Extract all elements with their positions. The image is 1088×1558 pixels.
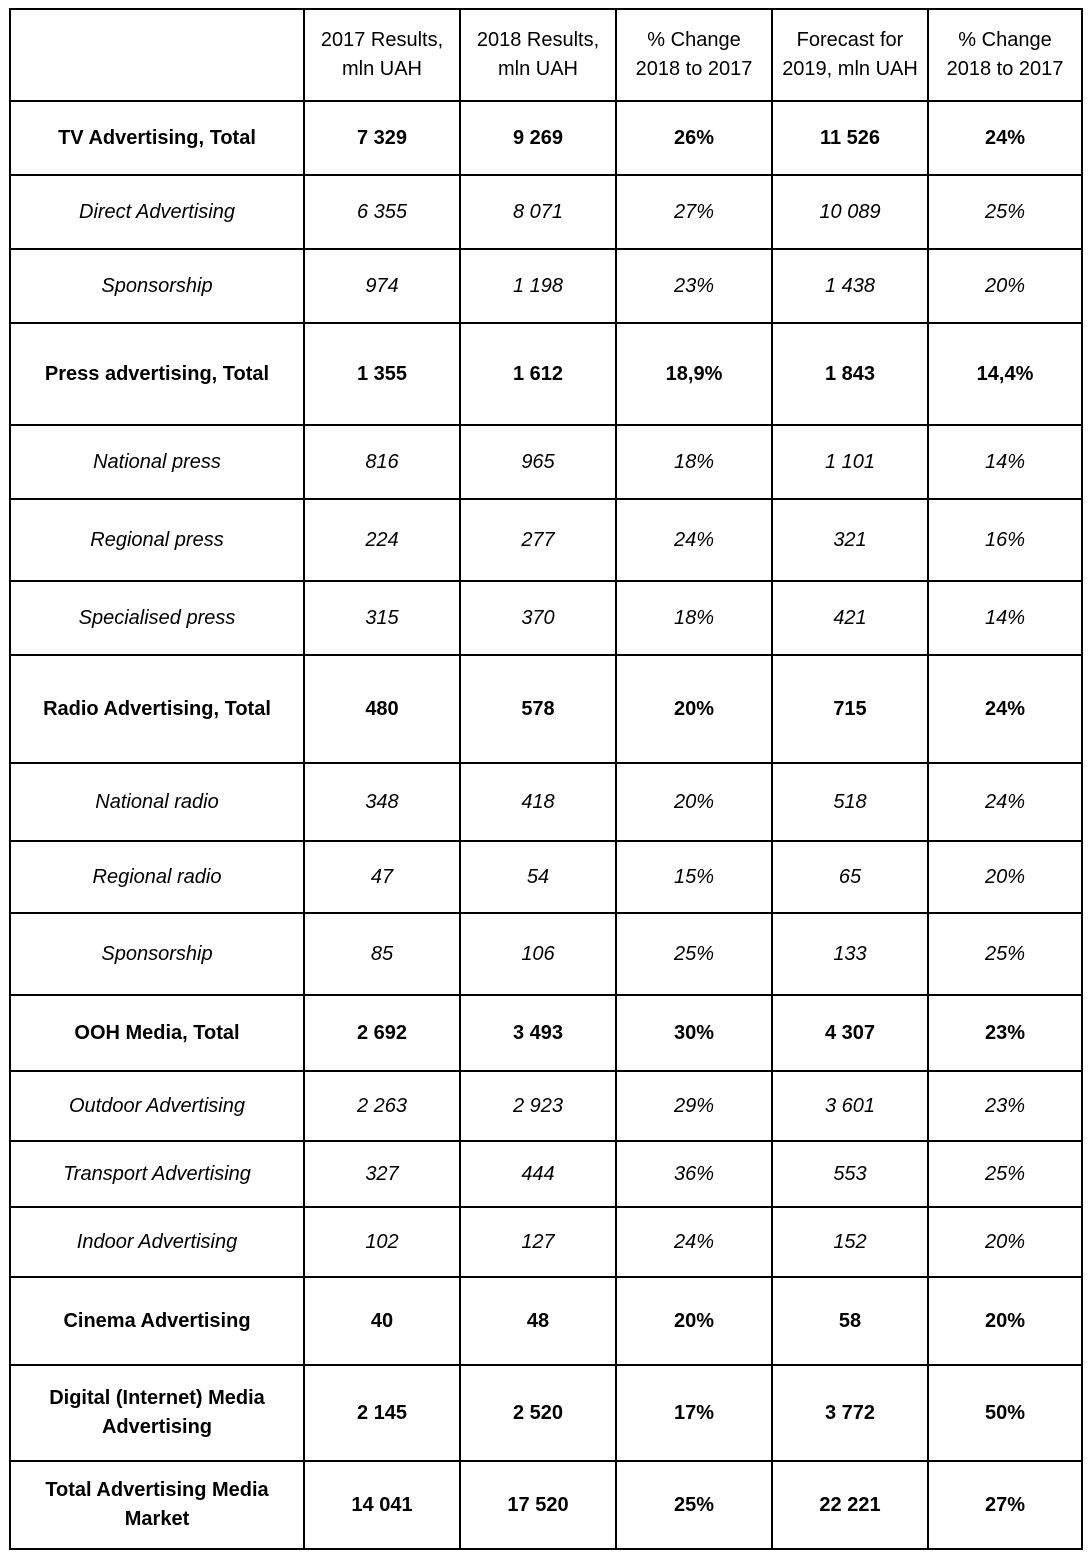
cell-forecast-2019: 1 438 — [772, 249, 928, 323]
cell-2018: 370 — [460, 581, 616, 655]
cell-change-2: 14% — [928, 425, 1082, 499]
cell-change-2: 27% — [928, 1461, 1082, 1549]
cell-2018: 8 071 — [460, 175, 616, 249]
cell-change-2: 20% — [928, 1277, 1082, 1365]
cell-change: 23% — [616, 249, 772, 323]
table-row — [10, 1277, 1082, 1365]
cell-forecast-2019: 553 — [772, 1141, 928, 1207]
cell-2017: 224 — [304, 499, 460, 581]
cell-change: 25% — [616, 913, 772, 995]
table-row — [10, 995, 1082, 1071]
cell-2018: 2 923 — [460, 1071, 616, 1141]
table-row — [10, 841, 1082, 913]
table-row — [10, 323, 1082, 425]
cell-2017: 102 — [304, 1207, 460, 1277]
table-row — [10, 1365, 1082, 1461]
cell-2018: 1 198 — [460, 249, 616, 323]
row-label: Digital (Internet) Media Advertising — [10, 1365, 304, 1461]
cell-change-2: 14,4% — [928, 323, 1082, 425]
cell-change-2: 24% — [928, 763, 1082, 841]
cell-2017: 480 — [304, 655, 460, 763]
cell-change-2: 25% — [928, 175, 1082, 249]
cell-2018: 277 — [460, 499, 616, 581]
cell-2018: 444 — [460, 1141, 616, 1207]
table-row — [10, 101, 1082, 175]
cell-change: 25% — [616, 1461, 772, 1549]
cell-change-2: 50% — [928, 1365, 1082, 1461]
row-label: Regional press — [10, 499, 304, 581]
header-2017-results: 2017 Results, mln UAH — [304, 9, 460, 101]
cell-forecast-2019: 421 — [772, 581, 928, 655]
cell-2018: 2 520 — [460, 1365, 616, 1461]
cell-2018: 965 — [460, 425, 616, 499]
row-label: Total Advertising Media Market — [10, 1461, 304, 1549]
cell-2017: 14 041 — [304, 1461, 460, 1549]
row-label: Outdoor Advertising — [10, 1071, 304, 1141]
cell-2017: 348 — [304, 763, 460, 841]
row-label: National radio — [10, 763, 304, 841]
cell-2018: 418 — [460, 763, 616, 841]
cell-change-2: 20% — [928, 841, 1082, 913]
table-row — [10, 913, 1082, 995]
cell-change-2: 23% — [928, 1071, 1082, 1141]
row-label: National press — [10, 425, 304, 499]
cell-change: 18,9% — [616, 323, 772, 425]
cell-change-2: 16% — [928, 499, 1082, 581]
cell-forecast-2019: 152 — [772, 1207, 928, 1277]
table-row — [10, 1207, 1082, 1277]
row-label: Radio Advertising, Total — [10, 655, 304, 763]
cell-2018: 1 612 — [460, 323, 616, 425]
cell-change: 17% — [616, 1365, 772, 1461]
cell-forecast-2019: 1 101 — [772, 425, 928, 499]
header-2018-results: 2018 Results, mln UAH — [460, 9, 616, 101]
cell-forecast-2019: 518 — [772, 763, 928, 841]
cell-change: 36% — [616, 1141, 772, 1207]
cell-2017: 315 — [304, 581, 460, 655]
cell-2017: 2 692 — [304, 995, 460, 1071]
cell-forecast-2019: 58 — [772, 1277, 928, 1365]
cell-2018: 127 — [460, 1207, 616, 1277]
cell-change: 29% — [616, 1071, 772, 1141]
row-label: OOH Media, Total — [10, 995, 304, 1071]
cell-change-2: 24% — [928, 101, 1082, 175]
cell-forecast-2019: 4 307 — [772, 995, 928, 1071]
cell-2018: 54 — [460, 841, 616, 913]
cell-2018: 48 — [460, 1277, 616, 1365]
cell-change-2: 20% — [928, 1207, 1082, 1277]
cell-change: 18% — [616, 581, 772, 655]
header-empty — [10, 9, 304, 101]
row-label: Regional radio — [10, 841, 304, 913]
cell-change: 26% — [616, 101, 772, 175]
row-label: Indoor Advertising — [10, 1207, 304, 1277]
table-row — [10, 655, 1082, 763]
table-row — [10, 1071, 1082, 1141]
cell-change: 24% — [616, 499, 772, 581]
row-label: Sponsorship — [10, 913, 304, 995]
row-label: Press advertising, Total — [10, 323, 304, 425]
cell-change-2: 14% — [928, 581, 1082, 655]
header-forecast-2019: Forecast for 2019, mln UAH — [772, 9, 928, 101]
cell-2018: 3 493 — [460, 995, 616, 1071]
cell-change-2: 24% — [928, 655, 1082, 763]
table-row — [10, 249, 1082, 323]
cell-2017: 85 — [304, 913, 460, 995]
cell-2018: 578 — [460, 655, 616, 763]
row-label: Cinema Advertising — [10, 1277, 304, 1365]
cell-change-2: 20% — [928, 249, 1082, 323]
row-label: Specialised press — [10, 581, 304, 655]
cell-change-2: 25% — [928, 1141, 1082, 1207]
cell-2017: 1 355 — [304, 323, 460, 425]
row-label: TV Advertising, Total — [10, 101, 304, 175]
cell-change: 27% — [616, 175, 772, 249]
cell-forecast-2019: 10 089 — [772, 175, 928, 249]
cell-2017: 7 329 — [304, 101, 460, 175]
table-row — [10, 581, 1082, 655]
row-label: Sponsorship — [10, 249, 304, 323]
cell-change: 24% — [616, 1207, 772, 1277]
cell-2017: 816 — [304, 425, 460, 499]
cell-forecast-2019: 3 601 — [772, 1071, 928, 1141]
row-label: Direct Advertising — [10, 175, 304, 249]
cell-forecast-2019: 11 526 — [772, 101, 928, 175]
cell-change: 20% — [616, 655, 772, 763]
cell-2017: 2 145 — [304, 1365, 460, 1461]
cell-2018: 17 520 — [460, 1461, 616, 1549]
row-label: Transport Advertising — [10, 1141, 304, 1207]
table-row — [10, 1141, 1082, 1207]
cell-change-2: 25% — [928, 913, 1082, 995]
cell-change: 30% — [616, 995, 772, 1071]
table-row — [10, 425, 1082, 499]
cell-change: 20% — [616, 1277, 772, 1365]
cell-change-2: 23% — [928, 995, 1082, 1071]
advertising-market-table — [9, 8, 1083, 1550]
table-row — [10, 763, 1082, 841]
table-row — [10, 1461, 1082, 1549]
table-row — [10, 175, 1082, 249]
cell-forecast-2019: 3 772 — [772, 1365, 928, 1461]
cell-2017: 974 — [304, 249, 460, 323]
header-row — [10, 9, 1082, 101]
cell-change: 20% — [616, 763, 772, 841]
cell-forecast-2019: 22 221 — [772, 1461, 928, 1549]
cell-forecast-2019: 133 — [772, 913, 928, 995]
cell-forecast-2019: 321 — [772, 499, 928, 581]
cell-change: 18% — [616, 425, 772, 499]
cell-forecast-2019: 1 843 — [772, 323, 928, 425]
header-change: % Change 2018 to 2017 — [616, 9, 772, 101]
table-row — [10, 499, 1082, 581]
cell-2017: 47 — [304, 841, 460, 913]
cell-2017: 6 355 — [304, 175, 460, 249]
cell-2018: 9 269 — [460, 101, 616, 175]
cell-change: 15% — [616, 841, 772, 913]
cell-forecast-2019: 65 — [772, 841, 928, 913]
header-change-2: % Change 2018 to 2017 — [928, 9, 1082, 101]
cell-2017: 2 263 — [304, 1071, 460, 1141]
cell-2017: 327 — [304, 1141, 460, 1207]
cell-2017: 40 — [304, 1277, 460, 1365]
cell-forecast-2019: 715 — [772, 655, 928, 763]
cell-2018: 106 — [460, 913, 616, 995]
